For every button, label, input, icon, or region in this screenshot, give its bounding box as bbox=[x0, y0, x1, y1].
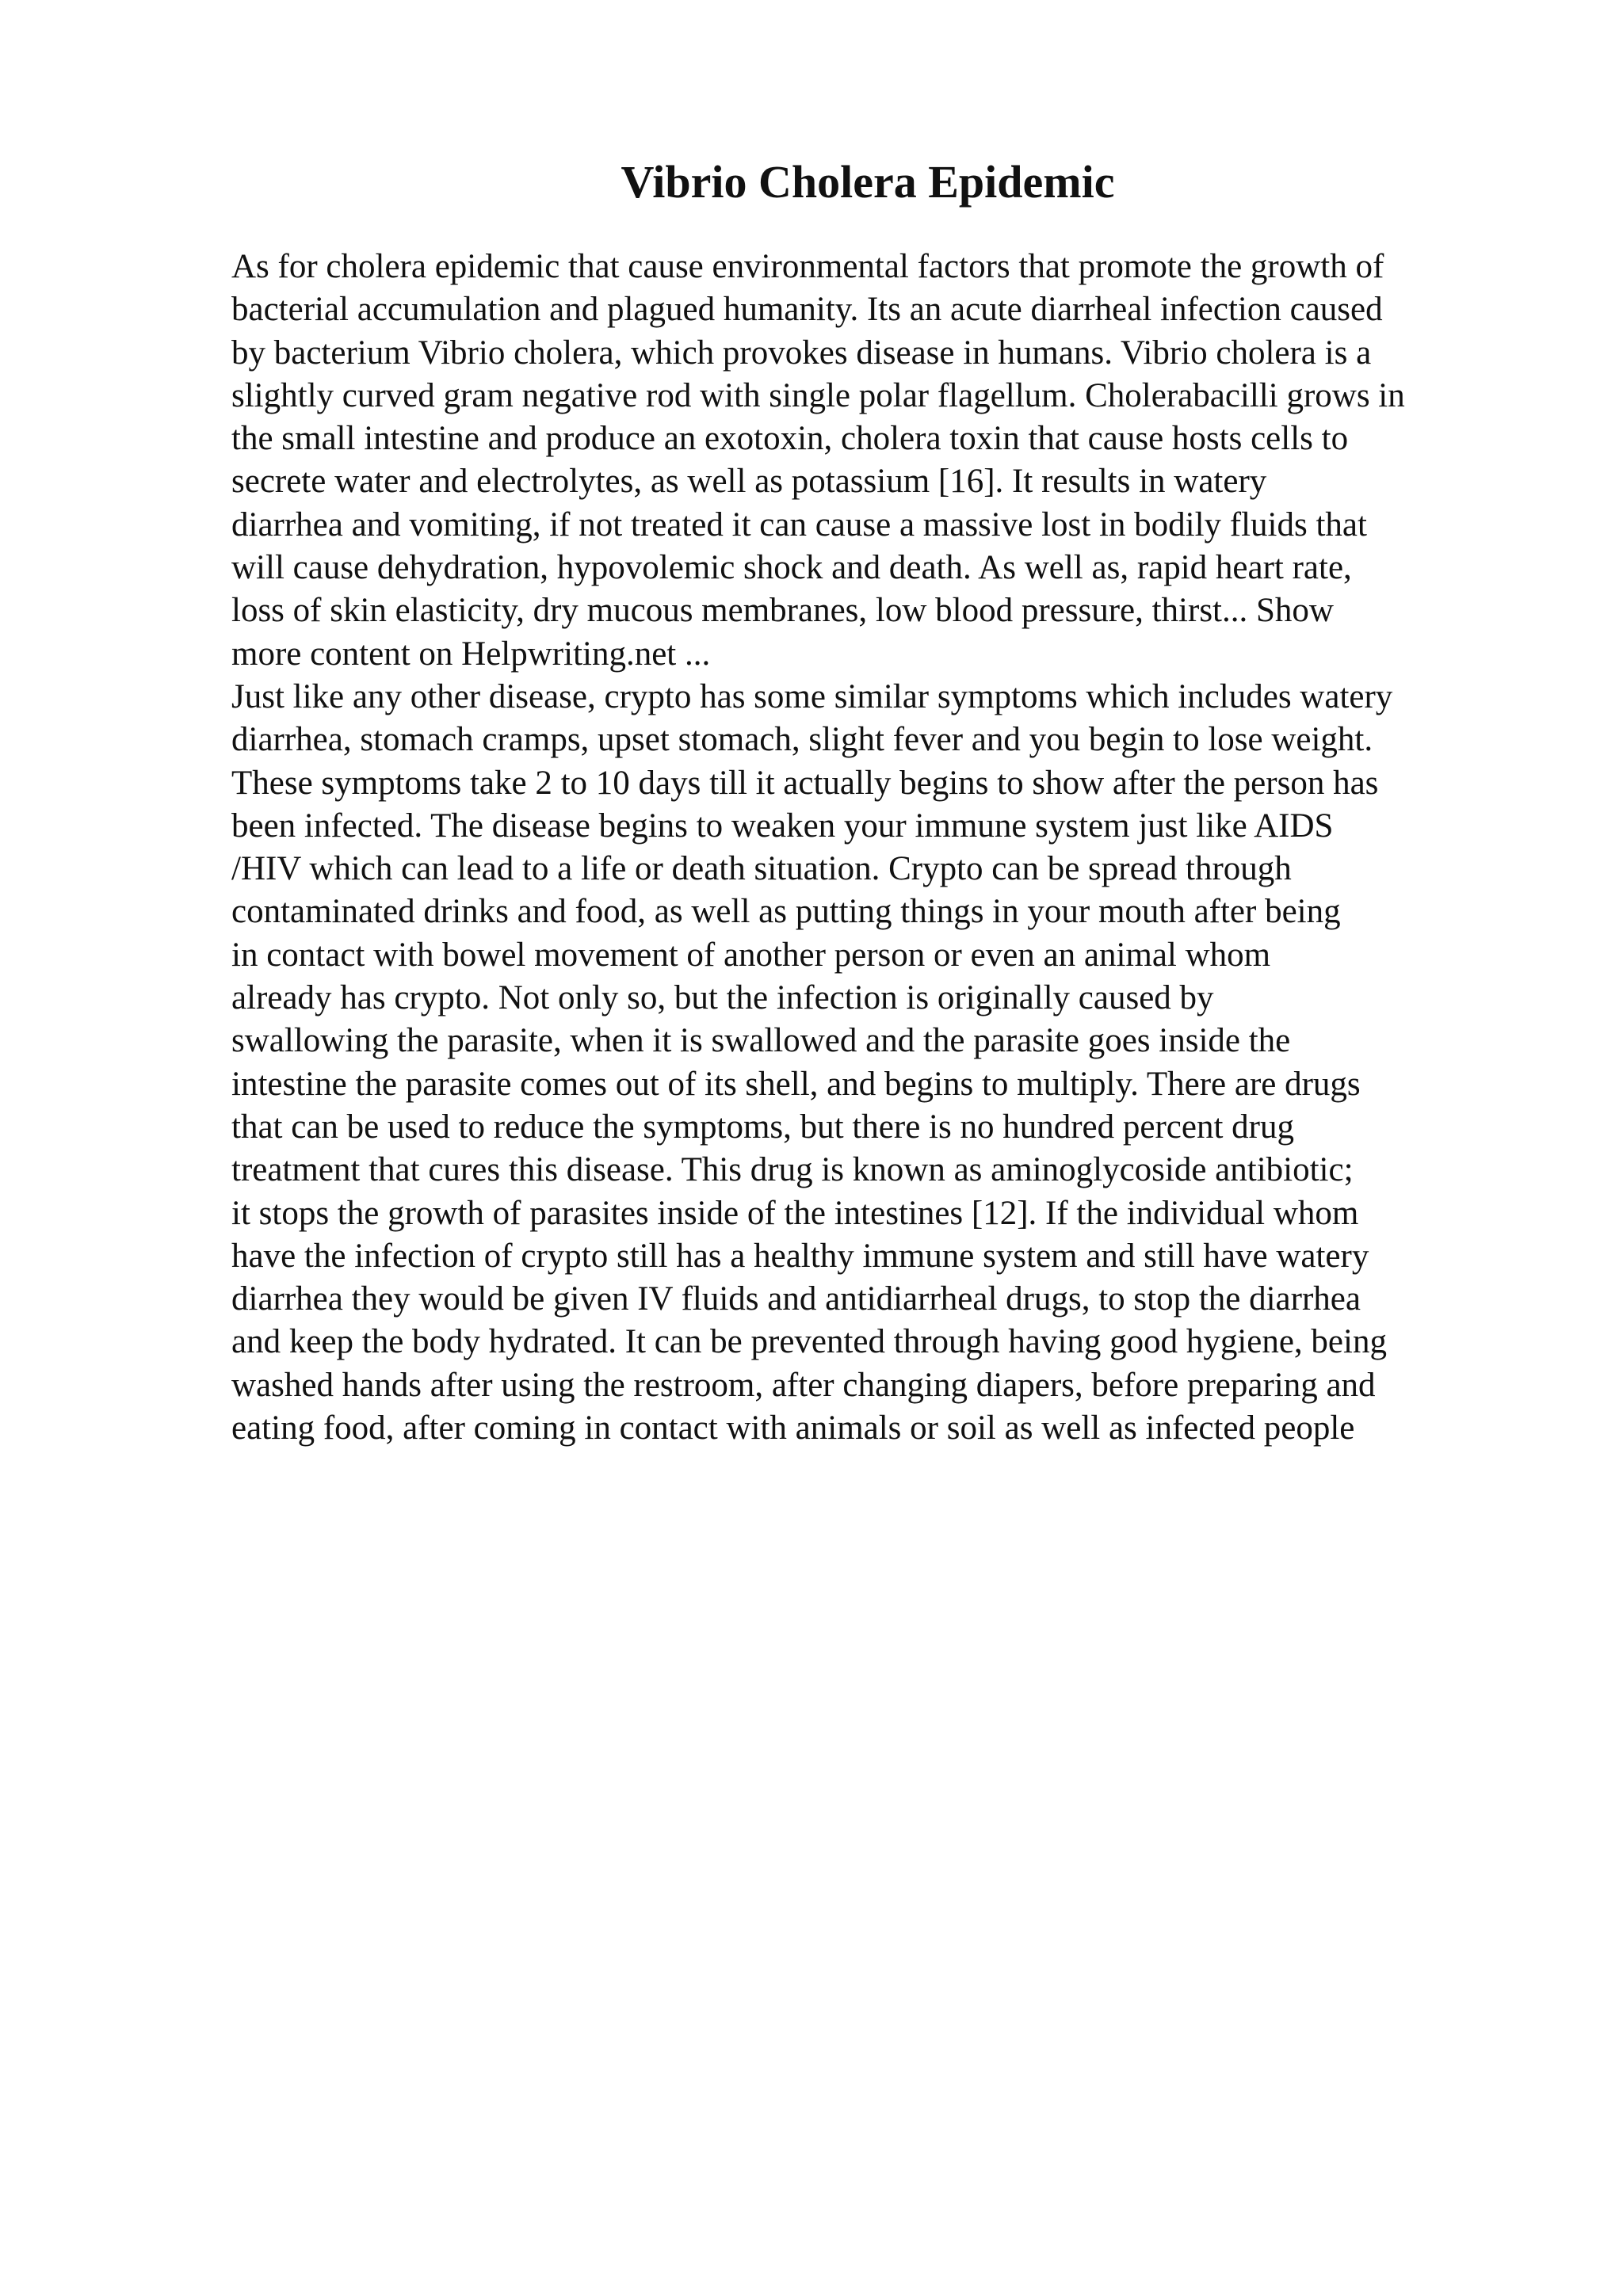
body-text-line: loss of skin elasticity, dry mucous membranes, low blood pressure, thirst... Show bbox=[231, 592, 1334, 630]
body-text-line: diarrhea, stomach cramps, upset stomach, slight fever and you begin to lose weight. bbox=[231, 721, 1373, 759]
body-text-line: bacterial accumulation and plagued humanity. Its an acute diarrheal infection caused bbox=[231, 291, 1383, 329]
body-text-line: Just like any other disease, crypto has some similar symptoms which includes watery bbox=[231, 677, 1393, 715]
body-text-line: in contact with bowel movement of another person or even an animal whom bbox=[231, 936, 1271, 974]
body-text-line: treatment that cures this disease. This drug is known as aminoglycoside antibiotic; bbox=[231, 1151, 1354, 1189]
body-text-line: have the infection of crypto still has a healthy immune system and still have watery bbox=[231, 1237, 1369, 1275]
body-text-line: diarrhea they would be given IV fluids and antidiarrheal drugs, to stop the diarrhea bbox=[231, 1280, 1361, 1318]
body-text-line: been infected. The disease begins to weaken your immune system just like AIDS bbox=[231, 807, 1334, 845]
body-text-line: already has crypto. Not only so, but the infection is originally caused by bbox=[231, 979, 1214, 1017]
body-text-line: that can be used to reduce the symptoms, but there is no hundred percent drug bbox=[231, 1108, 1294, 1146]
body-text-line: slightly curved gram negative rod with single polar flagellum. Cholerabacilli grows in bbox=[231, 376, 1405, 414]
body-text-line: contaminated drinks and food, as well as putting things in your mouth after being bbox=[231, 893, 1341, 931]
body-text-line: the small intestine and produce an exotoxin, cholera toxin that cause hosts cells to bbox=[231, 420, 1349, 458]
body-text-line: eating food, after coming in contact with animals or soil as well as infected people bbox=[231, 1409, 1355, 1447]
body-text-line: secrete water and electrolytes, as well as potassium [16]. It results in watery bbox=[231, 463, 1267, 501]
body-text-line: it stops the growth of parasites inside of the intestines [12]. If the individual whom bbox=[231, 1194, 1359, 1232]
document-body bbox=[231, 246, 1515, 1450]
document-title: Vibrio Cholera Epidemic bbox=[621, 156, 1115, 208]
body-text-line: more content on Helpwriting.net ... bbox=[231, 635, 711, 673]
body-text-line: by bacterium Vibrio cholera, which provokes disease in humans. Vibrio cholera is a bbox=[231, 334, 1372, 372]
body-text-line: /HIV which can lead to a life or death situation. Crypto can be spread through bbox=[231, 850, 1292, 888]
body-text-line: intestine the parasite comes out of its shell, and begins to multiply. There are drugs bbox=[231, 1065, 1361, 1103]
body-text-line: washed hands after using the restroom, after changing diapers, before preparing and bbox=[231, 1366, 1376, 1404]
body-text-line: diarrhea and vomiting, if not treated it can cause a massive lost in bodily fluids that bbox=[231, 505, 1367, 543]
body-text-line: will cause dehydration, hypovolemic shock and death. As well as, rapid heart rate, bbox=[231, 549, 1352, 587]
body-text-line: and keep the body hydrated. It can be prevented through having good hygiene, being bbox=[231, 1323, 1387, 1361]
body-text-line: These symptoms take 2 to 10 days till it actually begins to show after the person has bbox=[231, 764, 1379, 802]
body-text-line: As for cholera epidemic that cause environmental factors that promote the growth of bbox=[231, 248, 1384, 285]
body-text-line: swallowing the parasite, when it is swallowed and the parasite goes inside the bbox=[231, 1022, 1291, 1060]
